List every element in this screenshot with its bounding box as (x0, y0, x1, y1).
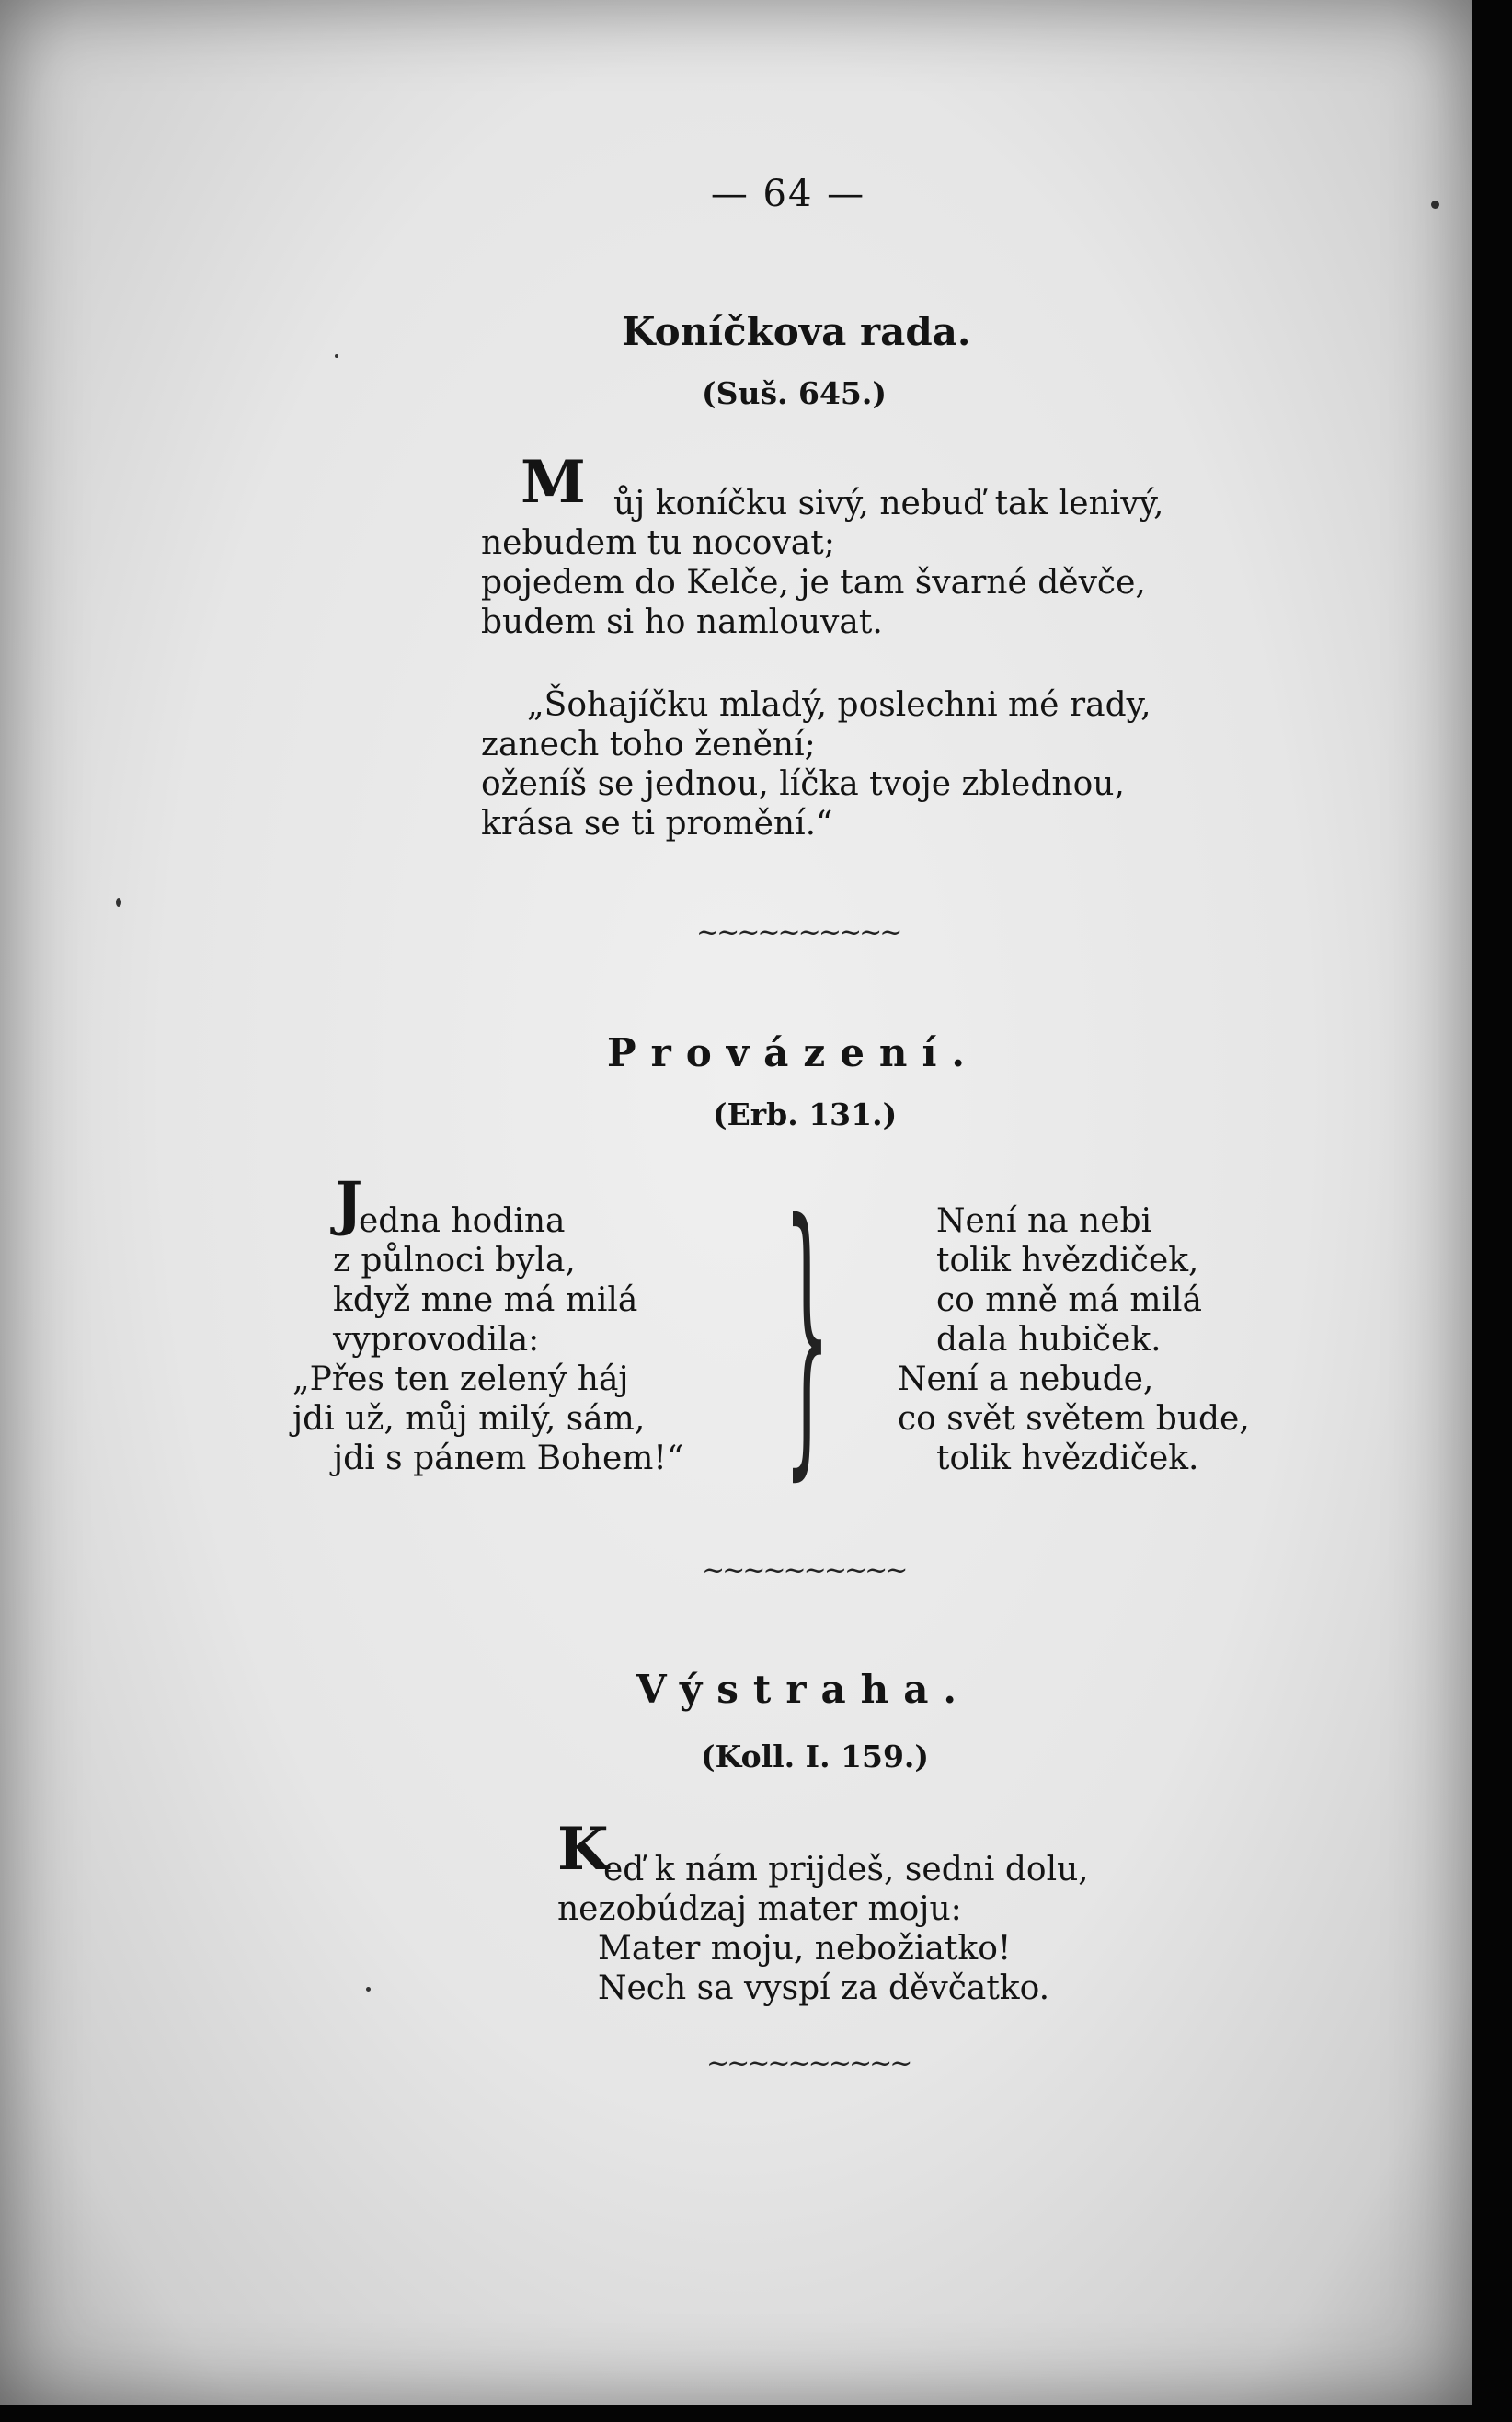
scan-speck (335, 354, 338, 358)
poem3-title: Výstraha. (636, 1667, 972, 1712)
poem2-right-line: tolik hvězdiček, (936, 1242, 1199, 1280)
poem2-right-line: tolik hvězdiček. (936, 1440, 1199, 1477)
ornament-divider: ~~~~~~~~~~ (696, 916, 900, 948)
ornament-divider: ~~~~~~~~~~ (702, 1555, 906, 1587)
poem1-stanza2 (481, 685, 1151, 844)
poem1-title: Koníčkova rada. (622, 309, 971, 354)
poem1-line: ůj koníčku sivý, nebuď tak lenivý, (613, 485, 1164, 522)
page-number: — 64 — (710, 173, 866, 215)
poem1-line: zanech toho ženění; (481, 726, 816, 763)
brace-divider: } (784, 1163, 830, 1505)
poem1-reference: (Suš. 645.) (702, 375, 887, 411)
poem2-right-line: Není a nebude, (898, 1360, 1154, 1398)
poem3-line: Mater moju, nebožiatko! (598, 1930, 1012, 1968)
poem1-stanza1 (481, 484, 1164, 642)
poem1-line: krása se ti promění.“ (481, 805, 833, 843)
poem3-stanza (557, 1850, 1089, 2008)
poem2-right-line: co mně má milá (936, 1281, 1203, 1319)
poem1-line: „Šohajíčku mladý, poslechni mé rady, (527, 686, 1151, 724)
scan-border-right (1472, 0, 1512, 2422)
poem1-line: oženíš se jednou, líčka tvoje zblednou, (481, 765, 1125, 803)
poem3-line: eď k nám prijdeš, sedni dolu, (603, 1851, 1089, 1888)
poem2-reference: (Erb. 131.) (713, 1096, 898, 1132)
scan-speck (116, 898, 121, 907)
poem1-line: budem si ho namlouvat. (481, 603, 883, 641)
poem2-right-line: Není na nebi (936, 1202, 1152, 1240)
poem3-reference: (Koll. I. 159.) (701, 1739, 930, 1774)
poem2-right-column (898, 1201, 1250, 1478)
poem2-left-line: když mne má milá (333, 1281, 638, 1319)
poem2-left-line: jdi už, můj milý, sám, (292, 1400, 646, 1438)
poem3-line: nezobúdzaj mater moju: (557, 1890, 962, 1928)
poem2-left-line: jdi s pánem Bohem!“ (333, 1440, 684, 1477)
poem1-line: nebudem tu nocovat; (481, 524, 835, 562)
poem2-dropcap: J (335, 1169, 363, 1238)
ornament-divider: ~~~~~~~~~~ (706, 2048, 911, 2080)
scan-border-bottom (0, 2405, 1512, 2422)
poem1-line: pojedem do Kelče, je tam švarné děvče, (481, 564, 1146, 602)
poem2-title: Provázení. (607, 1030, 980, 1075)
poem2-right-line: dala hubiček. (936, 1321, 1162, 1359)
poem2-left-line: „Přes ten zelený háj (292, 1360, 629, 1398)
scan-speck (1431, 201, 1439, 209)
poem1-dropcap: M (521, 448, 586, 517)
poem3-line: Nech sa vyspí za děvčatko. (598, 1969, 1050, 2007)
scan-speck (366, 1987, 371, 1992)
poem3-dropcap: K (557, 1815, 609, 1884)
poem2-right-line: co svět světem bude, (898, 1400, 1250, 1438)
poem2-left-line: z půlnoci byla, (333, 1242, 576, 1280)
poem2-left-line: vyprovodila: (333, 1321, 540, 1359)
poem2-left-line: edna hodina (359, 1202, 566, 1240)
poem2-left-column (292, 1201, 683, 1478)
